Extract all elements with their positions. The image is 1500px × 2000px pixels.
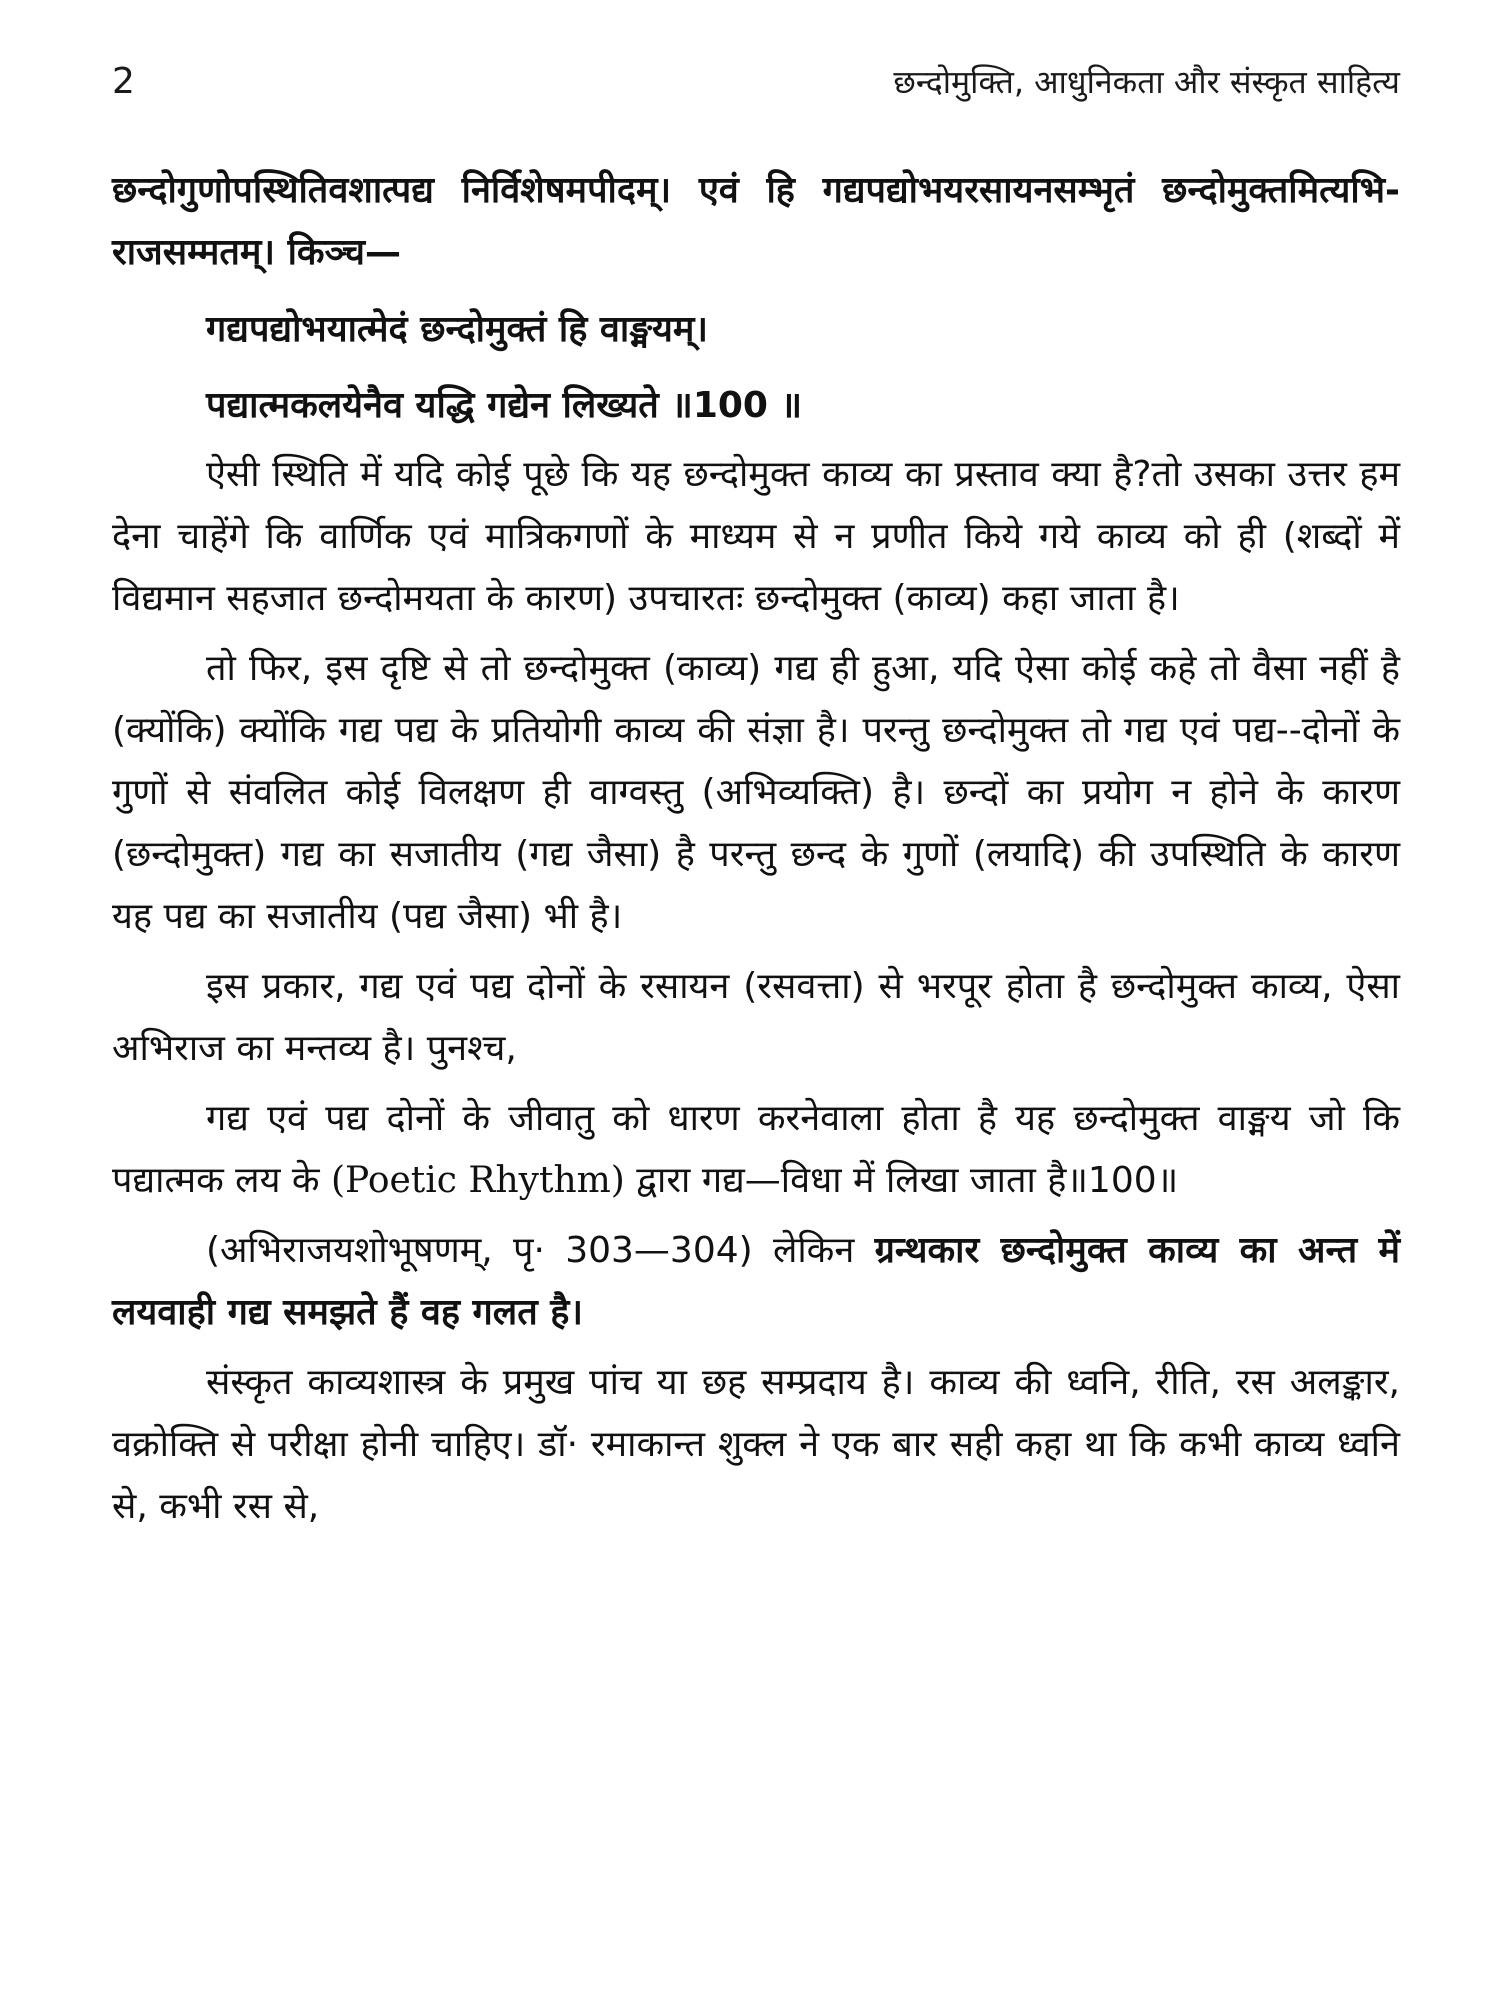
verse-block [112,292,1400,444]
verse-line-1: गद्यपद्योभयात्मेदं छन्दोमुक्तं हि वाङ्मयम्। [206,309,709,350]
poetic-rhythm-term: (Poetic Rhythm) [331,1160,625,1201]
page-number: 2 [112,61,135,102]
paragraph-4 [112,1088,1400,1212]
paragraph-4-text-after: द्वारा गद्य—विधा में लिखा जाता है॥100॥ [624,1160,1179,1201]
paragraph-5 [112,1220,1400,1344]
paragraph-4-text-before: गद्य एवं पद्य दोनों के जीवातु को धारण करनेवाला होता है यह छन्दोमुक्त वाङ्मय जो कि पद्यात्मक लय के [112,1098,1400,1201]
paragraph-6: संस्कृत काव्यशास्त्र के प्रमुख पांच या छह सम्प्रदाय है। काव्य की ध्वनि, रीति, रस अलङ्कार, वक्रोक्ति से परीक्षा होनी चाहिए। डॉ· रमाकान्त शुक्ल ने एक बार सही कहा था कि कभी काव्य ध्वनि से, कभी रस से, [112,1362,1400,1527]
citation-text: (अभिराजयशोभूषणम्, पृ· 303—304) लेकिन [206,1230,875,1271]
running-title: छन्दोमुक्ति, आधुनिकता और संस्कृत साहित्य [893,63,1400,101]
emphasized-statement: ग्रन्थकार छन्दोमुक्त काव्य का अन्त में लयवाही गद्य समझते हैं वह गलत है। [112,1230,1400,1333]
paragraph-1: ऐसी स्थिति में यदि कोई पूछे कि यह छन्दोमुक्त काव्य का प्रस्ताव क्या है?तो उसका उत्तर हम देना चाहेंगे कि वार्णिक एवं मात्रिकगणों के माध्यम से न प्रणीत किये गये काव्य को ही (शब्दों में विद्यमान सहजात छन्दोमयता के कारण) उपचारतः छन्दोमुक्त (काव्य) कहा जाता है। [112,454,1400,619]
paragraph-3: इस प्रकार, गद्य एवं पद्य दोनों के रसायन (रसवत्ता) से भरपूर होता है छन्दोमुक्त काव्य, ऐसा अभिराज का मन्तव्य है। पुनश्च, [112,966,1400,1069]
page-body [112,160,1400,1538]
running-header [112,60,1400,120]
sanskrit-opening-paragraph: छन्दोगुणोपस्थितिवशात्पद्य निर्विशेषमपीदम्। एवं हि गद्यपद्योभयरसायनसम्भृतं छन्दोमुक्तमित्यभि- राजसम्मतम्। किञ्च— [112,170,1400,273]
paragraph-2: तो फिर, इस दृष्टि से तो छन्दोमुक्त (काव्य) गद्य ही हुआ, यदि ऐसा कोई कहे तो वैसा नहीं है (क्योंकि) क्योंकि गद्य पद्य के प्रतियोगी काव्य की संज्ञा है। परन्तु छन्दोमुक्त तो गद्य एवं पद्य--दोनों के गुणों से संवलित कोई विलक्षण ही वाग्वस्तु (अभिव्यक्ति) है। छन्दों का प्रयोग न होने के कारण (छन्दोमुक्त) गद्य का सजातीय (गद्य जैसा) है परन्तु छन्द के गुणों (लयादि) की उपस्थिति के कारण यह पद्य का सजातीय (पद्य जैसा) भी है। [112,648,1400,937]
verse-line-2: पद्यात्मकलयेनैव यद्धि गद्येन लिख्यते ॥100 ॥ [206,385,803,426]
